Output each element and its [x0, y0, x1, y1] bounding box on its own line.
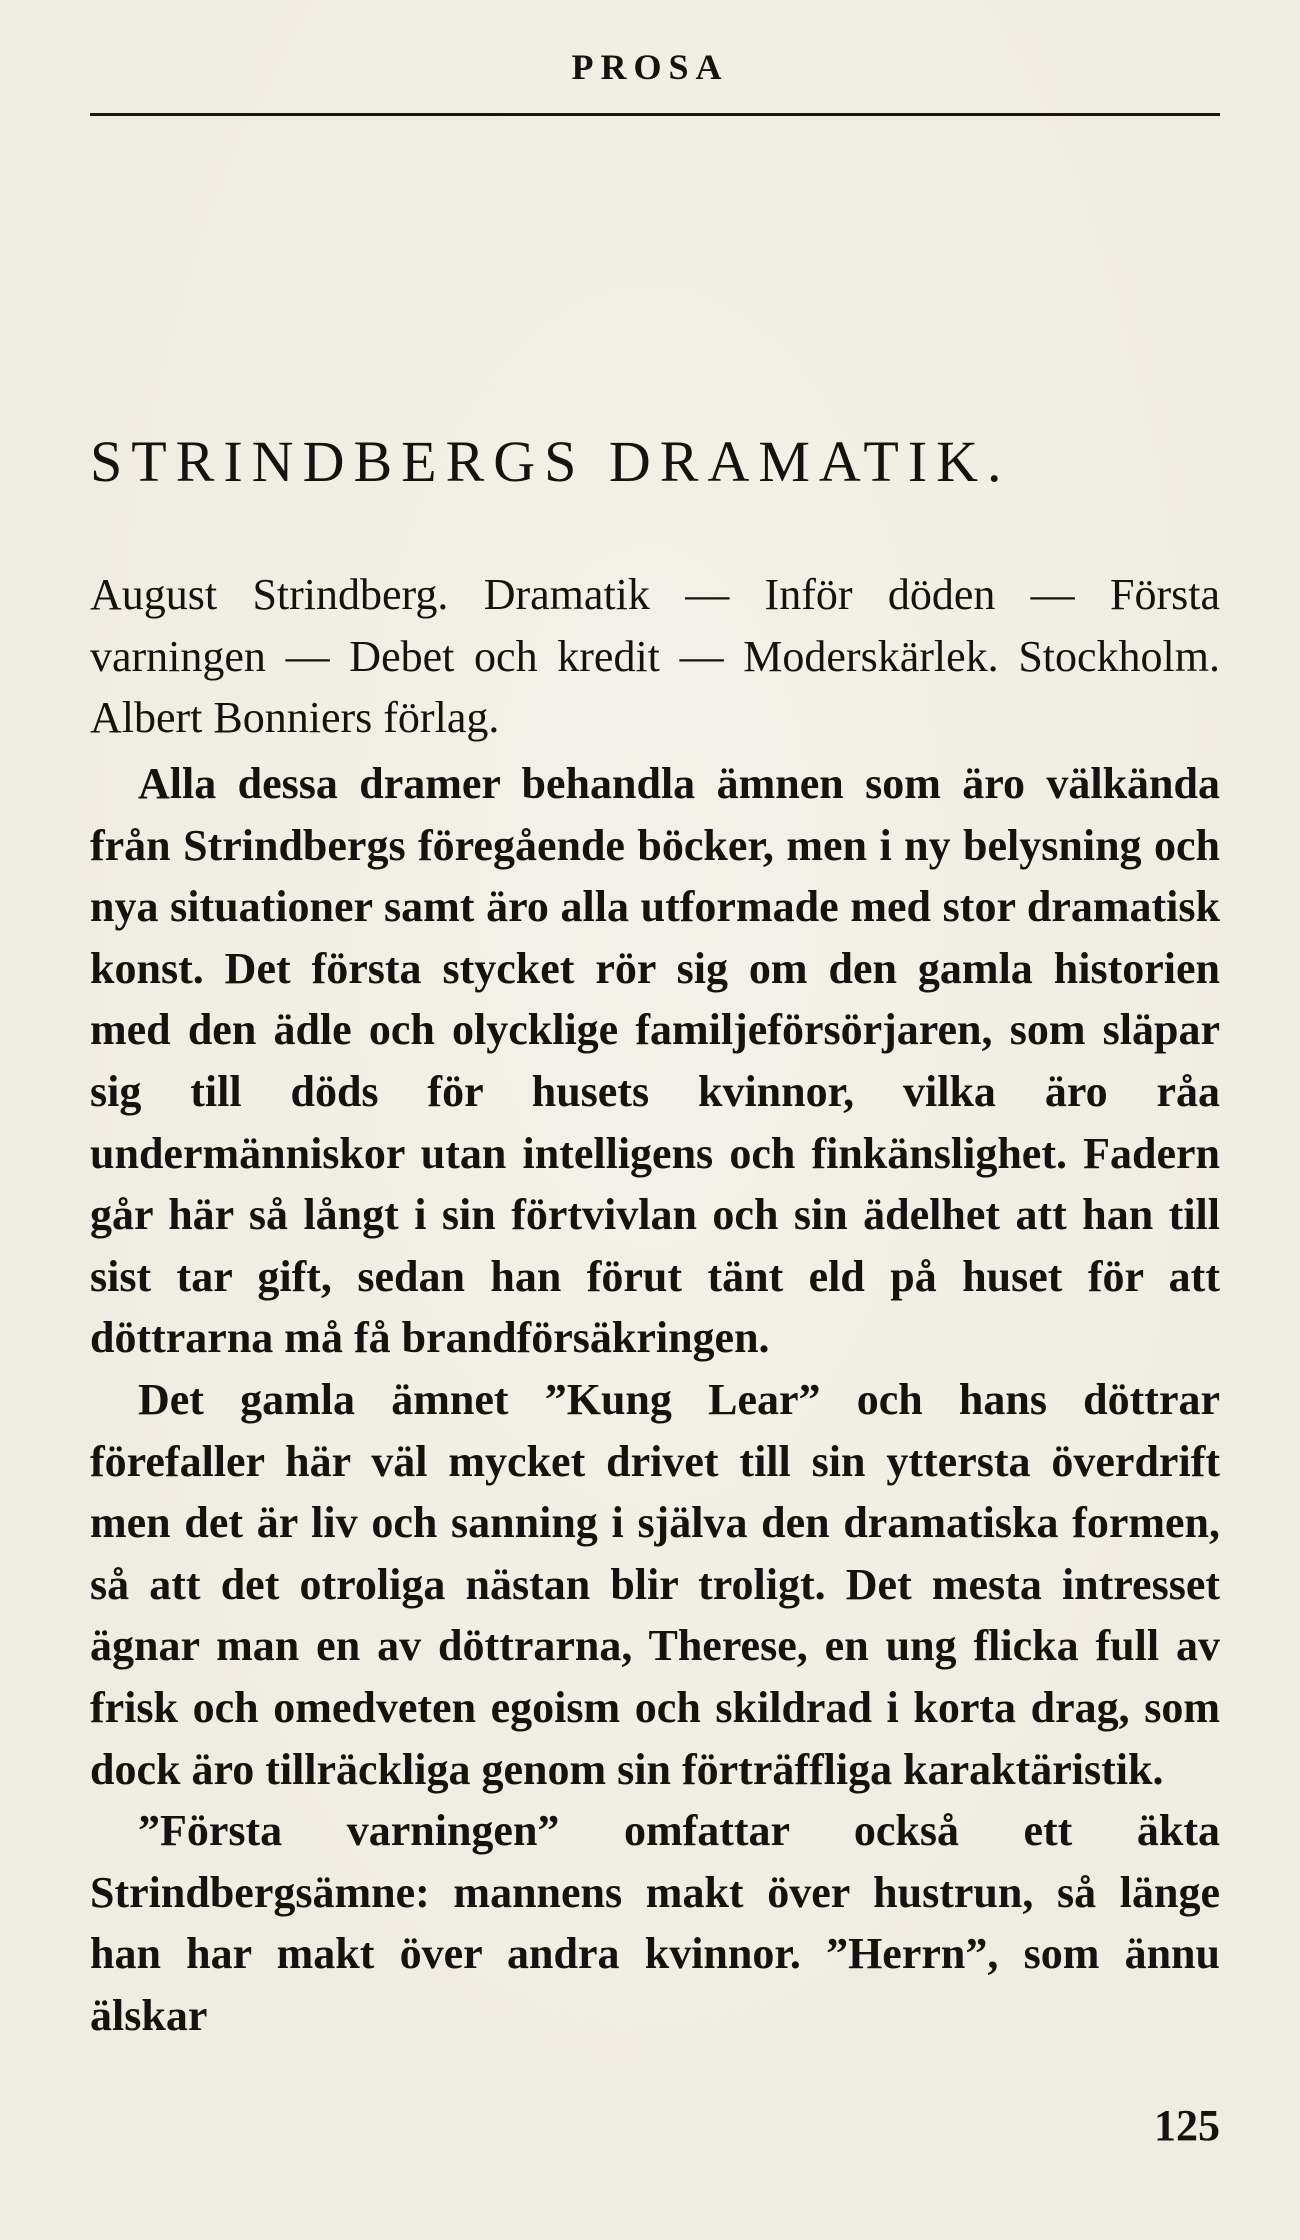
- paragraph-1: Alla dessa dramer behandla ämnen som äro välkända från Strindbergs föregående böcker, men i ny belysning och nya situationer samt äro alla utformade med stor dramatisk konst. Det första stycket rör sig om den gamla historien med den ädle och olycklige familjeförsörjaren, som släpar sig till döds för husets kvinnor, vilka äro råa undermänniskor utan intelligens och finkänslighet. Fadern går här så långt i sin förtvivlan och sin ädelhet att han till sist tar gift, sedan han förut tänt eld på huset för att döttrarna må få brandförsäkringen.: [90, 759, 1220, 1363]
- bibliography-block: [90, 564, 1220, 749]
- paragraph-2: Det gamla ämnet ”Kung Lear” och hans döttrar förefaller här väl mycket drivet till sin yttersta överdrift men det är liv och sanning i själva den dramatiska formen, så att det otroliga nästan blir troligt. Det mesta intresset ägnar man en av döttrarna, Therese, en ung flicka full av frisk och omedveten egoism och skildrad i korta drag, som dock äro tillräckliga genom sin förträffliga karaktäristik.: [90, 1374, 1220, 1794]
- bibliography: August Strindberg. Dramatik — Inför döden — Första varningen — Debet och kredit — Moderskärlek. Stockholm. Albert Bonniers förlag.: [90, 570, 1220, 743]
- article-title: STRINDBERGS DRAMATIK.: [90, 429, 1011, 494]
- paragraph-3: ”Första varningen” omfattar också ett äkta Strindbergsämne: mannens makt över hustrun, så länge han har makt över andra kvinnor. ”Herrn”, som ännu älskar: [90, 1806, 1220, 2040]
- article-body: [90, 753, 1220, 2046]
- header-rule: [90, 113, 1220, 116]
- page-number: 125: [1154, 2101, 1220, 2150]
- running-head: PROSA: [571, 47, 729, 87]
